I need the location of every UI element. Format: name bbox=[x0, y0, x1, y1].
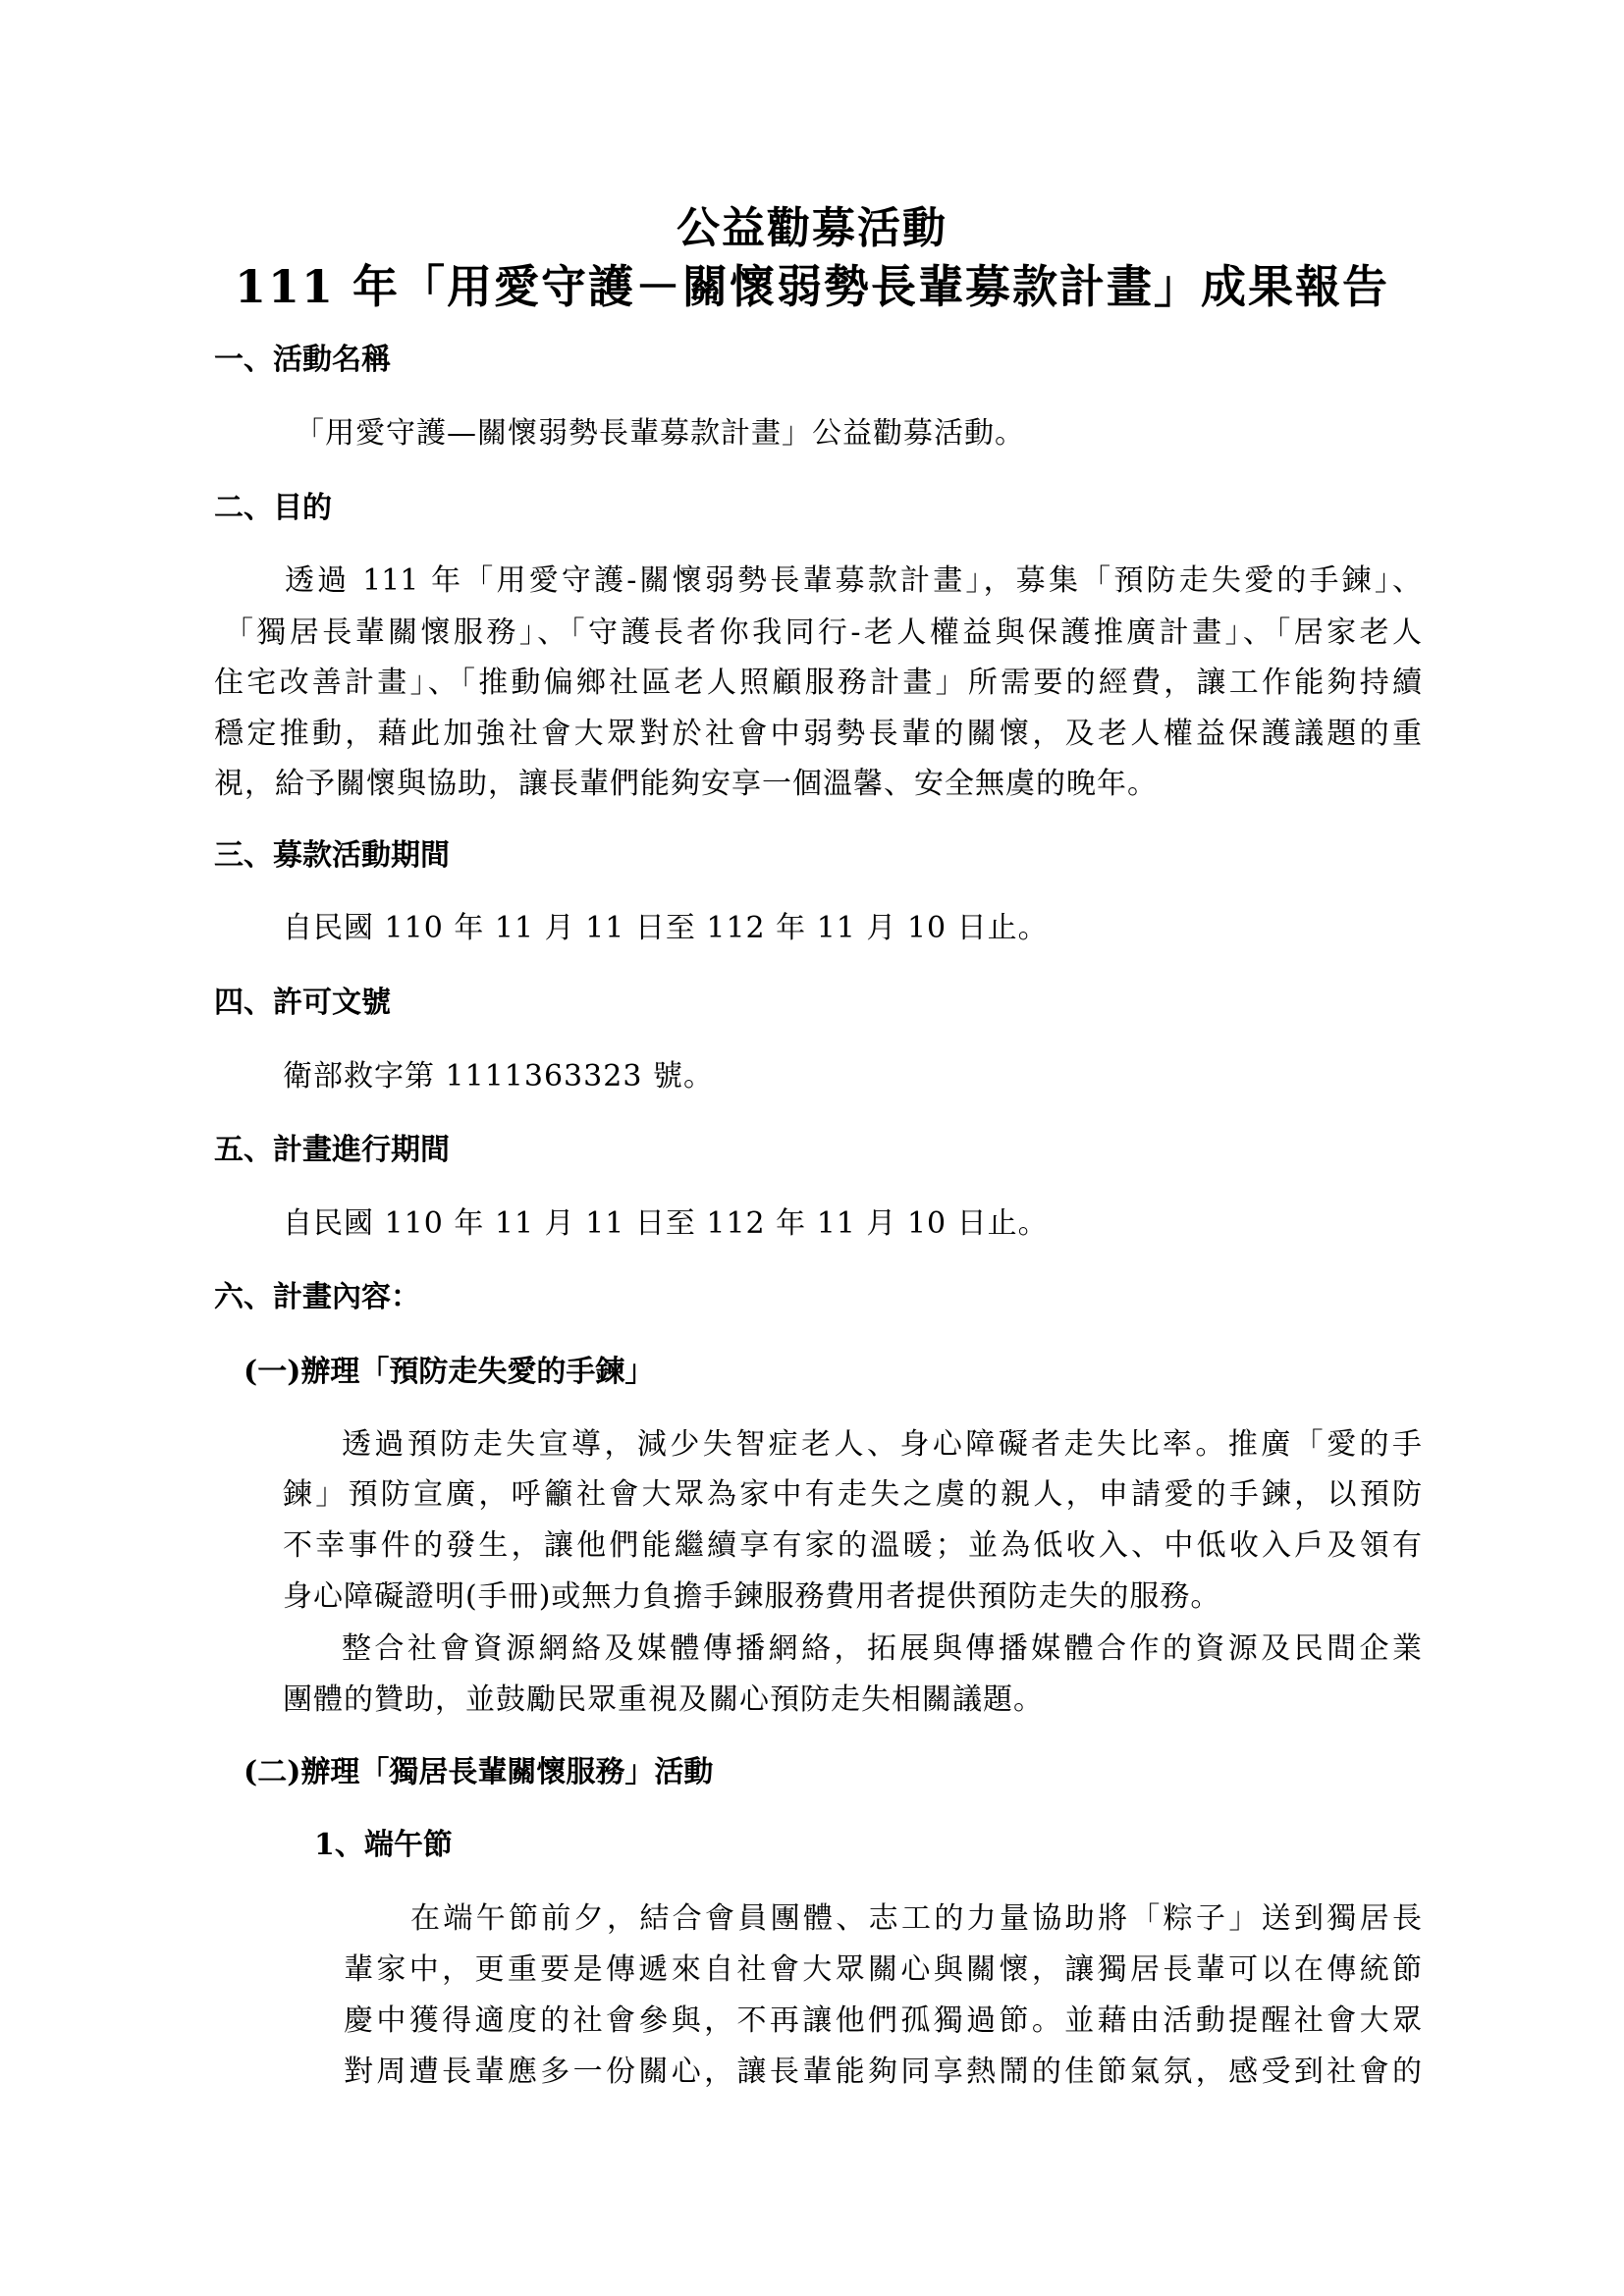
dragon-boat-line-3: 慶中獲得適度的社會參與，不再讓他們孤獨過節。並藉由活動提醒社會大眾 bbox=[344, 2003, 1422, 2038]
document-title: 公益勸募活動 bbox=[677, 203, 947, 253]
bracelet-line-1: 透過預防走失宣導，減少失智症老人、身心障礙者走失比率。推廣「愛的手 bbox=[342, 1427, 1422, 1462]
bracelet-line-3: 不幸事件的發生，讓他們能繼續享有家的溫暖；並為低收入、中低收入戶及領有 bbox=[283, 1528, 1422, 1563]
bracelet-line-6: 團體的贊助，並鼓勵民眾重視及關心預防走失相關議題。 bbox=[283, 1682, 1044, 1717]
purpose-line-5: 視，給予關懷與協助，讓長輩們能夠安享一個溫馨、安全無虞的晚年。 bbox=[214, 767, 1158, 801]
purpose-line-1: 透過 111 年「用愛守護-關懷弱勢長輩募款計畫」，募集「預防走失愛的手鍊」、 bbox=[285, 563, 1422, 598]
item-heading-dragon-boat: 1、端午節 bbox=[314, 1828, 453, 1862]
section-heading-fundraising-period: 三、募款活動期間 bbox=[214, 838, 450, 873]
purpose-line-2: 「獨居長輩關懷服務」、「守護長者你我同行-老人權益與保護推廣計畫」、「居家老人 bbox=[224, 615, 1422, 650]
bracelet-line-2: 鍊」預防宣廣，呼籲社會大眾為家中有走失之虞的親人，申請愛的手鍊，以預防 bbox=[283, 1477, 1422, 1512]
bracelet-line-5: 整合社會資源網絡及媒體傳播網絡，拓展與傳播媒體合作的資源及民間企業 bbox=[342, 1631, 1422, 1666]
section-heading-project-period: 五、計畫進行期間 bbox=[214, 1133, 450, 1167]
dragon-boat-line-4: 對周遭長輩應多一份關心，讓長輩能夠同享熱鬧的佳節氣氛，感受到社會的 bbox=[344, 2055, 1422, 2089]
subsection-heading-elderly-care: (二)辦理「獨居長輩關懷服務」活動 bbox=[244, 1755, 714, 1789]
dragon-boat-line-1: 在端午節前夕，結合會員團體、志工的力量協助將「粽子」送到獨居長 bbox=[410, 1901, 1422, 1936]
dragon-boat-line-2: 輩家中，更重要是傳遞來自社會大眾關心與關懷，讓獨居長輩可以在傳統節 bbox=[344, 1952, 1422, 1987]
section-body-activity-name: 「用愛守護—關懷弱勢長輩募款計畫」公益勸募活動。 bbox=[295, 416, 1025, 451]
document-subtitle: 111 年「用愛守護－關懷弱勢長輩募款計畫」成果報告 bbox=[234, 260, 1390, 313]
section-heading-project-content: 六、計畫內容： bbox=[214, 1280, 420, 1314]
purpose-line-4: 穩定推動，藉此加強社會大眾對於社會中弱勢長輩的關懷，及老人權益保護議題的重 bbox=[214, 717, 1422, 751]
section-heading-permit-number: 四、許可文號 bbox=[214, 986, 391, 1020]
section-heading-activity-name: 一、活動名稱 bbox=[214, 343, 391, 377]
section-body-permit-number: 衛部救字第 1111363323 號。 bbox=[283, 1059, 714, 1094]
section-heading-purpose: 二、目的 bbox=[214, 491, 332, 525]
section-body-project-period: 自民國 110 年 11 月 11 日至 112 年 11 月 10 日止。 bbox=[283, 1206, 1049, 1241]
section-body-fundraising-period: 自民國 110 年 11 月 11 日至 112 年 11 月 10 日止。 bbox=[283, 911, 1049, 945]
bracelet-line-4: 身心障礙證明(手冊)或無力負擔手鍊服務費用者提供預防走失的服務。 bbox=[283, 1579, 1221, 1614]
subsection-heading-bracelet: (一)辦理「預防走失愛的手鍊」 bbox=[244, 1355, 655, 1389]
purpose-line-3: 住宅改善計畫」、「推動偏鄉社區老人照顧服務計畫」所需要的經費，讓工作能夠持續 bbox=[214, 666, 1422, 700]
